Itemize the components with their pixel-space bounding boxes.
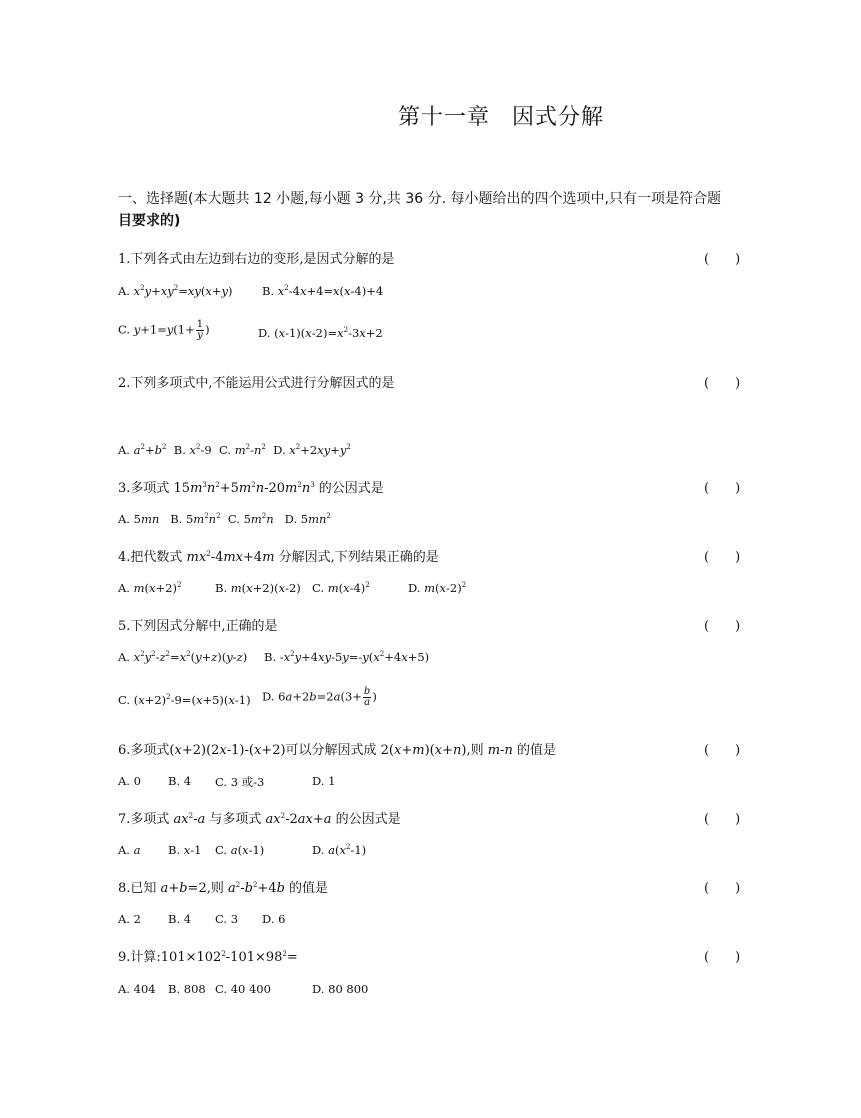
option-7c: C. a(x-1) [215,843,265,857]
question-9: 9.计算$:101\times 102^2-101\times 98^2=$ [118,950,298,965]
option-8d: D. 6 [262,912,286,926]
answer-blank: ( ) [704,376,741,391]
chapter-number: 第十一章 [398,105,491,130]
answer-blank: ( ) [704,550,741,565]
option-5d: D. 6a+2b=2a(3+ $\frac{b}{a}$ ) [262,686,377,708]
option-9a: A. 404 [118,982,156,996]
option-2-row: A. $a^2+b^2$ B. $x^2-9$ C. $m^2-n^2$ D. $x^2+2xy+y^2$ [118,443,351,457]
fraction: $\frac{b}{a}$ [363,686,371,708]
section-heading [118,188,748,232]
question-8: 8.已知 a+b=2,则 $a^2-b^2+4b$ 的值是 [118,881,329,896]
option-3-row: A. 5mn B. $5m^2n^2$ C. $5m^2n$ D. $5mn^2$ [118,512,331,526]
question-5 [118,615,278,634]
option-4d: D. $m(x-2)^2$ [408,581,467,595]
option-9c: C. 40 400 [215,982,271,996]
option-4c: C. $m(x-4)^2$ [312,581,370,595]
question-number: 7. [118,812,131,827]
question-number: 3. [118,481,131,496]
option-8c: C. 3 [215,912,239,926]
question-number: 8. [118,881,131,896]
question-number: 9. [118,950,131,965]
question-stem: 下列各式由左边到右边的变形,是因式分解的是 [130,252,395,267]
question-3: 3.多项式 $15m^3n^2+5m^2n-20m^2n^3$ 的公因式是 [118,481,384,496]
option-5b: B. $-x^2y+4xy-5y=-y(x^2+4x+5)$ [264,650,430,664]
section-instructions-line1: 一、选择题(本大题共 12 小题,每小题 3 分,共 36 分. 每小题给出的四个选项中,只有一项是符合题 [118,191,721,207]
chapter-title [398,100,604,131]
option-1a: A. $x^2y+xy^2=xy(x+y)$ [118,284,233,298]
option-9d: D. 80 800 [312,982,369,996]
question-7: 7.多项式 $ax^2-a$ 与多项式 $ax^2-2ax+a$ 的公因式是 [118,812,401,827]
question-1 [118,248,395,267]
option-6d: D. 1 [312,774,336,788]
answer-blank: ( ) [704,743,741,758]
option-6a: A. 0 [118,774,141,788]
option-6b: B. 4 [168,774,192,788]
question-number: 5. [118,619,131,634]
question-number: 4. [118,550,131,565]
answer-blank: ( ) [704,950,741,965]
question-2 [118,372,395,391]
option-8a: A. 2 [118,912,141,926]
option-7b: B. x-1 [168,843,202,857]
question-number: 6. [118,743,131,758]
option-1c: C. y+1=y(1+ $\frac{1}{y}$ ) [118,319,210,341]
answer-blank: ( ) [704,619,741,634]
option-6c: C. 3 或-3 [215,775,265,789]
question-stem: 下列多项式中,不能运用公式进行分解因式的是 [130,376,395,391]
answer-blank: ( ) [704,252,741,267]
section-instructions-line2: 目要求的) [118,213,181,229]
option-1b: B. $x^2-4x+4=x(x-4)+4$ [262,284,384,298]
option-7a: A. a [118,843,141,857]
option-4b: B. m(x+2)(x-2) [215,581,301,595]
option-7d: D. $a(x^2-1)$ [312,843,367,857]
question-number: 1. [118,252,131,267]
option-5a: A. $x^2y^2-z^2=x^2(y+z)(y-z)$ [118,650,248,664]
question-6: 6.多项式(x+2)(2x-1)-(x+2)可以分解因式成 2(x+m)(x+n),则 m-n 的值是 [118,743,556,758]
option-5c: C. $(x+2)^2-9=(x+5)(x-1)$ [118,693,251,707]
option-4a: A. $m(x+2)^2$ [118,581,182,595]
answer-blank: ( ) [704,881,741,896]
option-9b: B. 808 [168,982,206,996]
question-4: 4.把代数式 $mx^2-4mx+4m$ 分解因式,下列结果正确的是 [118,550,439,565]
option-1d: D. $(x-1)(x-2)=x^2-3x+2$ [258,326,383,340]
question-number: 2. [118,376,131,391]
question-stem: 下列因式分解中,正确的是 [130,619,278,634]
fraction: $\frac{1}{y}$ [196,319,204,341]
answer-blank: ( ) [704,812,741,827]
answer-blank: ( ) [704,481,741,496]
option-8b: B. 4 [168,912,192,926]
chapter-name: 因式分解 [512,105,605,130]
